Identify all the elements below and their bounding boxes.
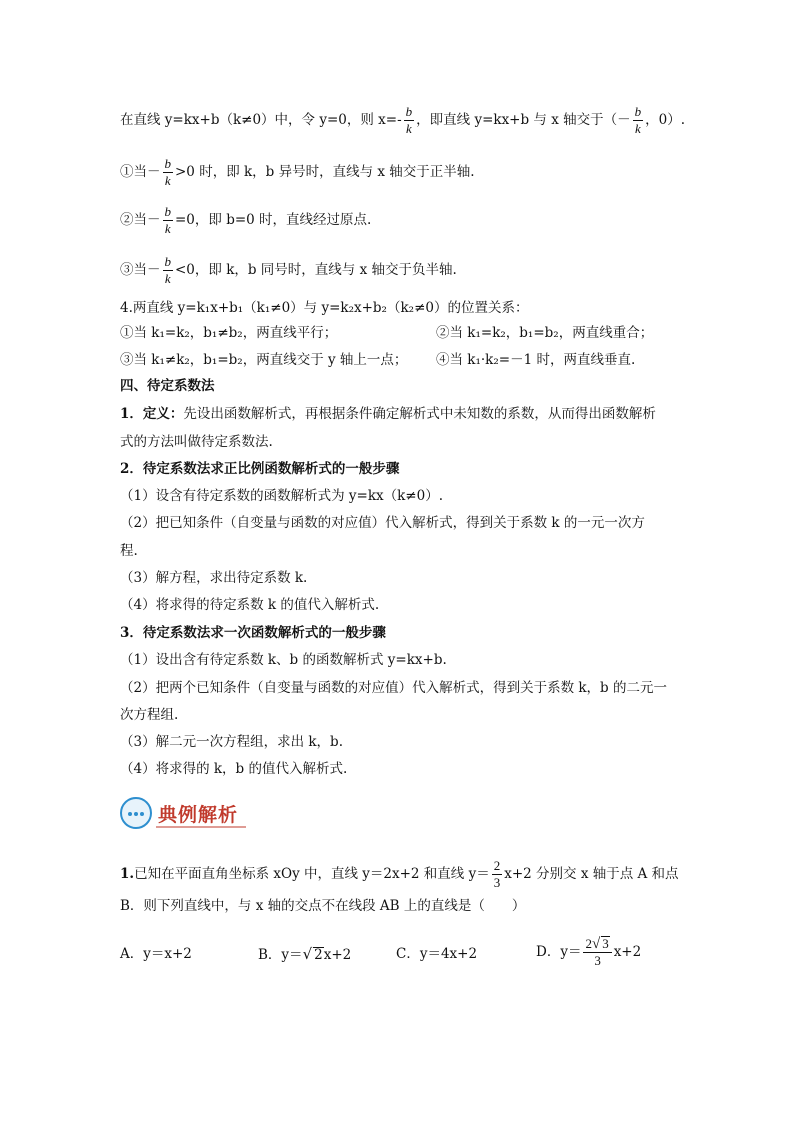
- steps-heading-2: 3．待定系数法求一次函数解析式的一般步骤: [120, 625, 386, 641]
- fraction: $\frac{b}{k}$: [634, 104, 642, 136]
- text: ，0）.: [645, 112, 686, 128]
- text: ，即直线 y=kx+b 与 x 轴交于（－: [416, 112, 631, 128]
- relation-1: ①当 k₁=k₂，b₁≠b₂，两直线平行；: [120, 325, 338, 341]
- option-d[interactable]: D．y＝ $\frac{2√ 3}{3}$ x+2: [536, 936, 642, 968]
- step: （3）解方程，求出待定系数 k.: [120, 570, 308, 586]
- step: （1）设出含有待定系数 k、b 的函数解析式 y=kx+b.: [120, 652, 447, 668]
- fraction: $\frac{b}{k}$: [405, 104, 413, 136]
- definition: 1．定义：先设出函数解析式，再根据条件确定解析式中未知数的系数，从而得出函数解析: [120, 406, 656, 422]
- step: （3）解二元一次方程组，求出 k，b.: [120, 734, 343, 750]
- step: （4）将求得的待定系数 k 的值代入解析式.: [120, 597, 380, 613]
- case-3: ③当－ $\frac{b}{k}$ <0，即 k，b 同号时，直线与 x 轴交于负半轴.: [120, 254, 457, 286]
- relation-2: ②当 k₁=k₂，b₁=b₂，两直线重合；: [436, 325, 654, 341]
- banner-underline: [156, 826, 246, 828]
- position-relation-heading: 4.两直线 y=k₁x+b₁（k₁≠0）与 y=k₂x+b₂（k₂≠0）的位置关系：: [120, 300, 529, 316]
- step: （4）将求得的 k，b 的值代入解析式.: [120, 761, 348, 777]
- section-heading: 四、待定系数法: [120, 378, 215, 394]
- question-line-2: B．则下列直线中，与 x 轴的交点不在线段 AB 上的直线是（ ）: [120, 898, 526, 914]
- text: 在直线 y=kx+b（k≠0）中，令 y=0，则 x=-: [120, 112, 402, 128]
- case-1: ①当－ $\frac{b}{k}$ >0 时，即 k，b 异号时，直线与 x 轴交于正半轴.: [120, 156, 475, 188]
- fraction: $\frac{2}{3}$: [493, 858, 501, 890]
- fraction: $\frac{2√ 3}{3}$: [583, 936, 611, 969]
- option-c[interactable]: C．y＝4x+2: [396, 946, 478, 962]
- relation-3: ③当 k₁≠k₂，b₁=b₂，两直线交于 y 轴上一点；: [120, 352, 408, 368]
- step: （1）设含有待定系数的函数解析式为 y=kx（k≠0）.: [120, 488, 443, 504]
- section-title: 典例解析: [158, 804, 239, 826]
- section-banner: [118, 796, 248, 832]
- fraction: $\frac{b}{k}$: [164, 204, 171, 236]
- intercept-line: [120, 104, 685, 137]
- relation-4: ④当 k₁·k₂=－1 时，两直线垂直.: [436, 352, 636, 368]
- step-cont: 程.: [120, 543, 138, 559]
- step: （2）把已知条件（自变量与函数的对应值）代入解析式，得到关于系数 k 的一元一次方: [120, 515, 645, 531]
- fraction: $\frac{b}{k}$: [164, 156, 171, 188]
- more-dots-icon: [120, 797, 152, 829]
- step-cont: 次方程组.: [120, 707, 179, 723]
- definition-cont: 式的方法叫做待定系数法.: [120, 434, 273, 450]
- case-2: ②当－ $\frac{b}{k}$ =0，即 b=0 时，直线经过原点.: [120, 204, 372, 236]
- fraction: $\frac{b}{k}$: [164, 254, 171, 286]
- steps-heading-1: 2．待定系数法求正比例函数解析式的一般步骤: [120, 461, 400, 477]
- option-b[interactable]: B．y＝√ 2x+2: [258, 945, 352, 963]
- option-a[interactable]: A．y＝x+2: [120, 946, 192, 962]
- step: （2）把两个已知条件（自变量与函数的对应值）代入解析式，得到关于系数 k，b 的二元一: [120, 680, 667, 696]
- question-line-1: 1.已知在平面直角坐标系 xOy 中，直线 y＝2x+2 和直线 y＝ $\frac{2}{3}$ x+2 分别交 x 轴于点 A 和点: [120, 858, 679, 890]
